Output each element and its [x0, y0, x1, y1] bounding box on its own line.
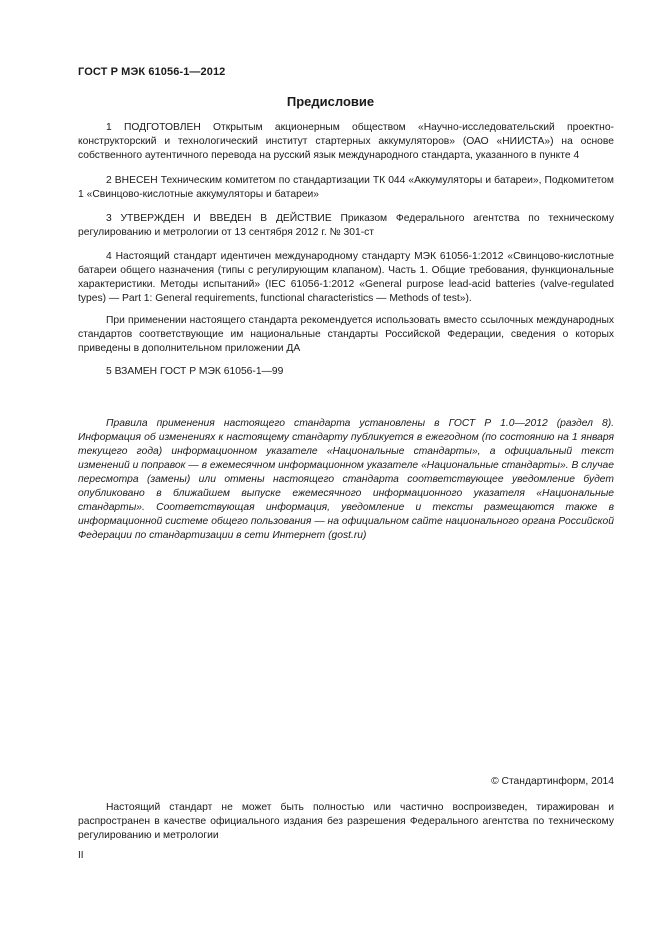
foreword-item-2: 2 ВНЕСЕН Техническим комитетом по стандартизации ТК 044 «Аккумуляторы и батареи», Подкомитетом 1 «Свинцово-кислотные аккумуляторы и батареи»	[78, 175, 614, 200]
page-title: Предисловие	[286, 94, 375, 109]
document-code-header: ГОСТ Р МЭК 61056-1—2012	[78, 66, 226, 78]
page-number: II	[78, 850, 84, 861]
copyright-notice: © Стандартинформ, 2014	[491, 776, 614, 787]
foreword-item-3: 3 УТВЕРЖДЕН И ВВЕДЕН В ДЕЙСТВИЕ Приказом Федерального агентства по техническому регулированию и метрологии от 13 сентября 2012 г. № 301-ст	[78, 213, 614, 238]
foreword-item-4: 4 Настоящий стандарт идентичен международному стандарту МЭК 61056-1:2012 «Свинцово-кислотные батареи общего назначения (типы с регулирующим клапаном). Часть 1. Общие требования, функциональные характеристики. Методы испытаний» (IEC 61056-1:2012 «General purpose lead-acid batteries (valve-regulated types) — Part 1: General requirements, functional characteristics — Methods of test»).	[78, 251, 614, 304]
foreword-item-1: 1 ПОДГОТОВЛЕН Открытым акционерным обществом «Научно-исследовательский проектно-конструкторский и технологический институт стартерных аккумуляторов» (ОАО «НИИСТА») на основе собственного аутентичного перевода на русский язык международного стандарта, указанного в пункте 4	[78, 122, 614, 161]
foreword-item-5: 5 ВЗАМЕН ГОСТ Р МЭК 61056-1—99	[106, 366, 284, 377]
reproduction-notice: Настоящий стандарт не может быть полностью или частично воспроизведен, тиражирован и распространен в качестве официального издания без разрешения Федерального агентства по техническому регулированию и метрологии	[78, 802, 614, 841]
foreword-item-4-note: При применении настоящего стандарта рекомендуется использовать вместо ссылочных международных стандартов соответствующие им национальные стандарты Российской Федерации, сведения о которых приведены в дополнительном приложении ДА	[78, 315, 614, 354]
rules-notice: Правила применения настоящего стандарта установлены в ГОСТ Р 1.0—2012 (раздел 8). Информация об изменениях к настоящему стандарту публикуется в ежегодном (по состоянию на 1 января текущего года) информационном указателе «Национальные стандарты», а официальный текст изменений и поправок — в ежемесячном информационном указателе «Национальные стандарты». В случае пересмотра (замены) или отмены настоящего стандарта соответствующее уведомление будет опубликовано в ближайшем выпуске ежемесячного информационного указателя «Национальные стандарты». Соответствующая информация, уведомление и тексты размещаются также в информационной системе общего пользования — на официальном сайте национального органа Российской Федерации по стандартизации в сети Интернет (gost.ru)	[78, 418, 614, 541]
